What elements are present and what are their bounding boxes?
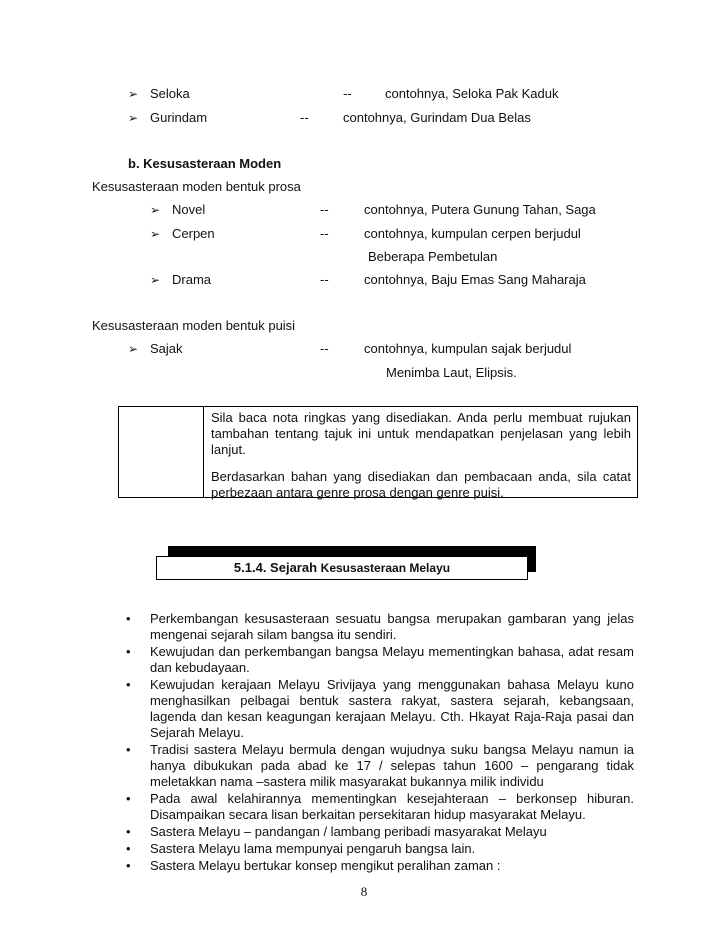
task-box (118, 406, 638, 498)
arrow-bullet-icon: ➢ (128, 111, 139, 125)
item-label: Novel (172, 202, 206, 217)
page-number: 8 (360, 884, 368, 899)
task-instruction-2: Berdasarkan bahan yang disediakan dan pembacaan anda, sila catat perbezaan antara genre prosa dengan genre puisi. (211, 469, 631, 500)
item-continuation: Menimba Laut, Elipsis. (386, 365, 517, 380)
section-title-banner (156, 556, 528, 580)
prosa-heading: Kesusasteraan moden bentuk prosa (92, 179, 301, 194)
item-dash: -- (320, 226, 329, 241)
item-example: contohnya, Putera Gunung Tahan, Saga (364, 202, 596, 217)
item-label: Cerpen (172, 226, 215, 241)
section-title-text: Kesusasteraan Melayu (320, 561, 451, 575)
list-item: • Kewujudan dan perkembangan bangsa Melayu mementingkan bahasa, adat resam dan kebudayaan. (126, 644, 634, 675)
task-box-divider (203, 407, 204, 497)
item-dash: -- (343, 86, 352, 101)
item-example: contohnya, kumpulan cerpen berjudul (364, 226, 581, 241)
bullet-dot-icon: • (126, 858, 131, 873)
section-number: 5.1.4. Sejarah (233, 560, 318, 575)
bullet-dot-icon: • (126, 677, 131, 692)
item-example: contohnya, Gurindam Dua Belas (343, 110, 531, 125)
arrow-bullet-icon: ➢ (150, 273, 161, 287)
arrow-bullet-icon: ➢ (128, 87, 139, 101)
bullet-dot-icon: • (126, 644, 131, 659)
bullet-dot-icon: • (126, 841, 131, 856)
item-example: contohnya, kumpulan sajak berjudul (364, 341, 572, 356)
puisi-heading: Kesusasteraan moden bentuk puisi (92, 318, 296, 333)
item-label: Gurindam (150, 110, 208, 125)
task-instruction-1: Sila baca nota ringkas yang disediakan. Anda perlu membuat rujukan tambahan tentang tajuk ini untuk mendapatkan penjelasan yang lebih lanjut. (211, 410, 631, 457)
list-item: • Kewujudan kerajaan Melayu Srivijaya yang menggunakan bahasa Melayu kuno menghasilkan pelbagai bentuk sastera rakyat, sastera sejarah, kebangsaan, lagenda dan kesan keagungan kerajaan Melayu. Cth. Hkayat Raja-Raja pasai dan Sejarah Melayu. (126, 677, 634, 740)
item-label: Seloka (150, 86, 190, 101)
item-example: contohnya, Baju Emas Sang Maharaja (364, 272, 586, 287)
section-b-heading: b. Kesusasteraan Moden (128, 156, 282, 171)
list-item: • Sastera Melayu bertukar konsep mengikut peralihan zaman : (126, 858, 501, 873)
history-bullet-list (124, 611, 634, 875)
bullet-dot-icon: • (126, 791, 131, 806)
item-example: contohnya, Seloka Pak Kaduk (385, 86, 559, 101)
arrow-bullet-icon: ➢ (150, 227, 161, 241)
list-item: • Sastera Melayu – pandangan / lambang peribadi masyarakat Melayu (126, 824, 547, 839)
arrow-bullet-icon: ➢ (150, 203, 161, 217)
item-continuation: Beberapa Pembetulan (368, 249, 498, 264)
item-dash: -- (320, 202, 329, 217)
bullet-dot-icon: • (126, 611, 131, 626)
item-dash: -- (320, 272, 329, 287)
list-item: • Pada awal kelahirannya mementingkan kesejahteraan – berkonsep hiburan. Disampaikan secara lisan berkaitan persekitaran hidup masyarakat Melayu. (126, 791, 634, 822)
list-item: • Perkembangan kesusasteraan sesuatu bangsa merupakan gambaran yang jelas mengenai sejarah silam bangsa itu sendiri. (126, 611, 634, 642)
item-label: Drama (172, 272, 212, 287)
arrow-bullet-icon: ➢ (128, 342, 139, 356)
bullet-dot-icon: • (126, 742, 131, 757)
list-item: • Tradisi sastera Melayu bermula dengan wujudnya suku bangsa Melayu namun ia hanya dibukukan pada abad ke 17 / selepas tahun 1600 – pengarang tidak meletakkan nama –sastera milik masyarakat bukannya milik individu (126, 742, 634, 789)
item-label: Sajak (150, 341, 183, 356)
list-item: • Sastera Melayu lama mempunyai pengaruh bangsa lain. (126, 841, 476, 856)
item-dash: -- (320, 341, 329, 356)
bullet-dot-icon: • (126, 824, 131, 839)
item-dash: -- (300, 110, 309, 125)
